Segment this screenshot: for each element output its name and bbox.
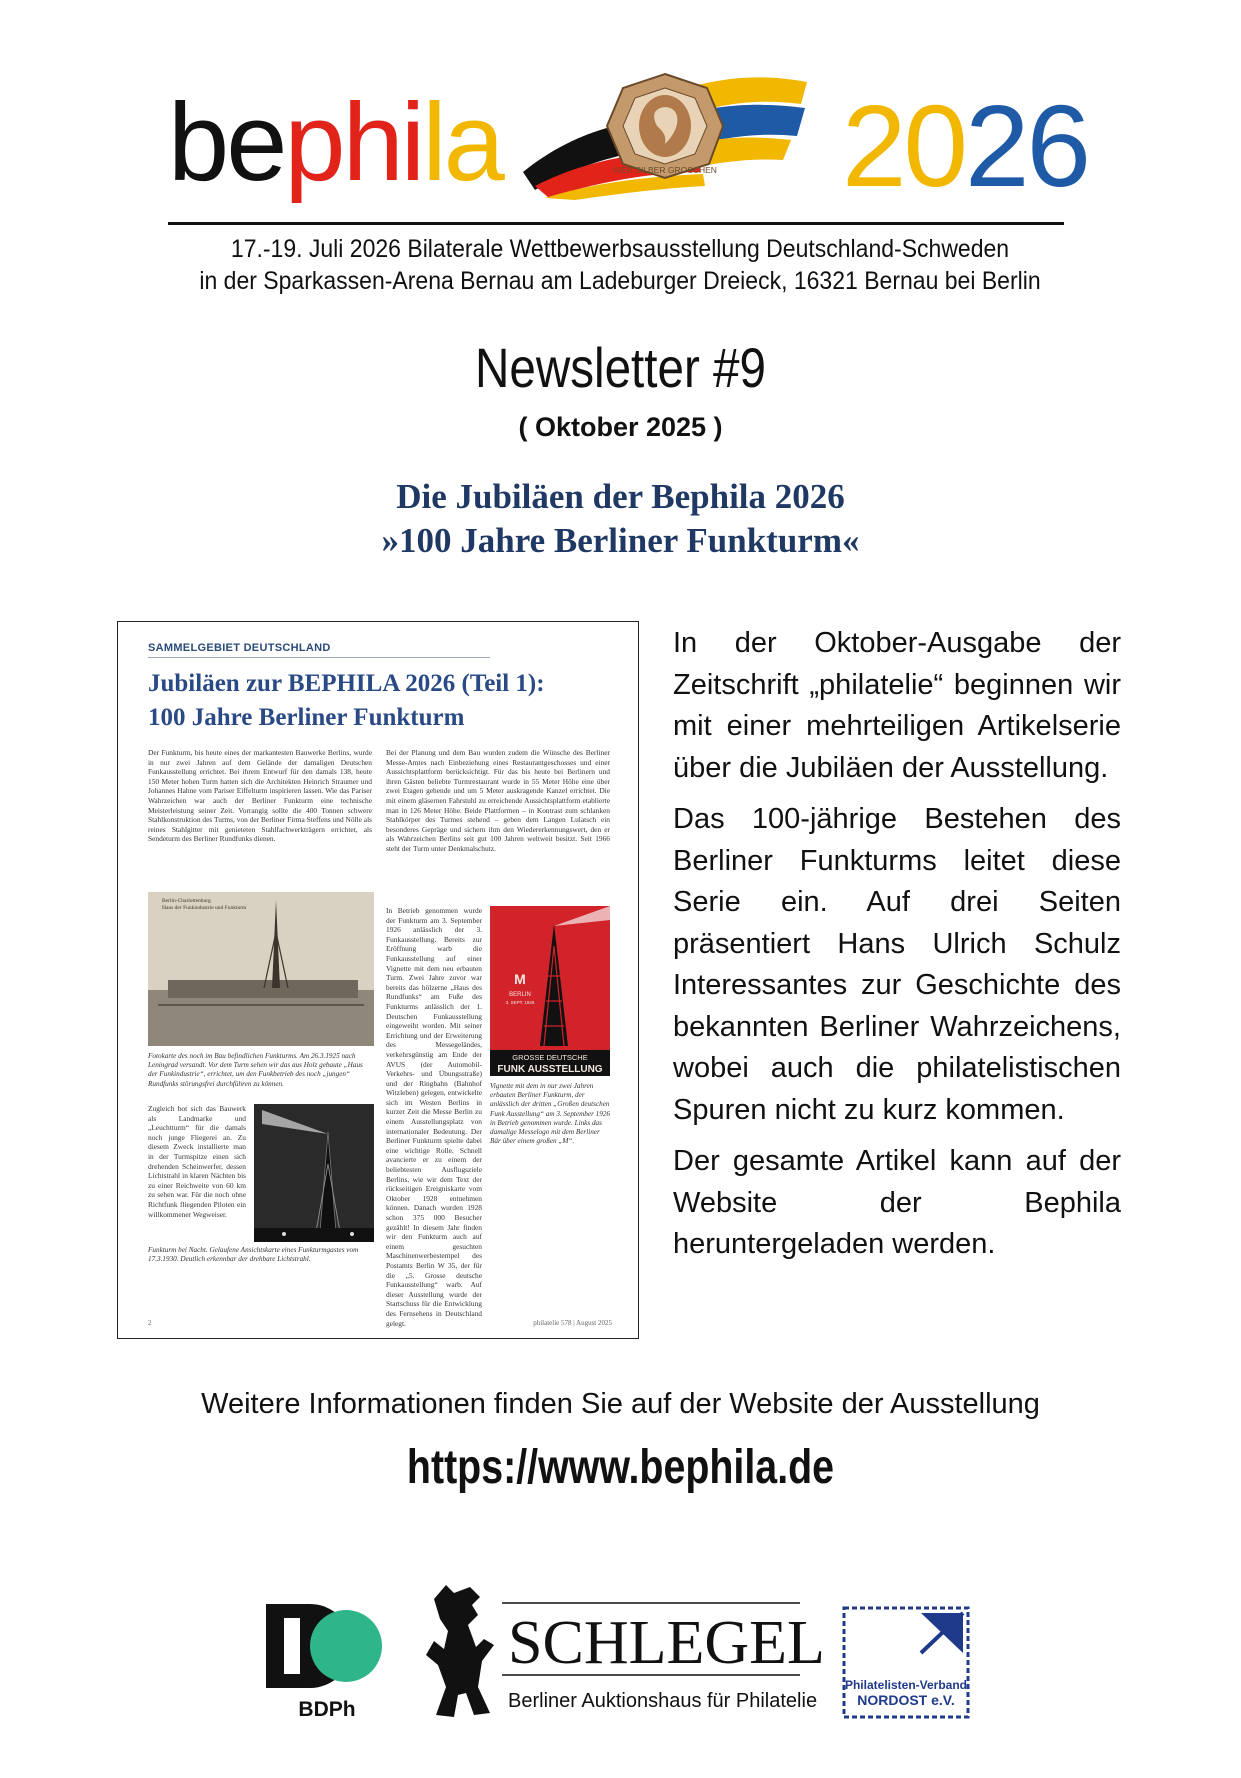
photo-funkturm-construction (148, 892, 374, 1046)
body-paragraph-1: In der Oktober-Ausgabe der Zeitschrift „philatelie“ beginnen wir mit einer mehrteiligen Artikelserie über die Jubiläen der Ausstellung. (673, 627, 1121, 784)
preview-kicker: SAMMELGEBIET DEUTSCHLAND (148, 642, 331, 654)
caption-poster: Vignette mit dem in nur zwei Jahren erbauten Berliner Funkturm, der anlässlich der dritten „Großen deutschen Funk Ausstellung“ am 3. September 1926 in Betrieb genommen wurde. Links das damalige Messelogo mit dem Berliner Bär über einem großen „M“. (490, 1082, 611, 1146)
headline-line-1: Die Jubiläen der Bephila 2026 (396, 477, 845, 516)
bephila-letter-0: b (168, 81, 227, 204)
photo-funkturm-night (254, 1104, 374, 1242)
stamp-icon (607, 74, 723, 178)
svg-text:3. SEPT. 1926: 3. SEPT. 1926 (505, 1000, 535, 1005)
newsletter-title: Newsletter #9 (474, 336, 767, 399)
year-letter-0: 2 (842, 81, 904, 211)
bephila-letter-2: p (284, 81, 343, 204)
svg-text:FUNK AUSSTELLUNG: FUNK AUSSTELLUNG (497, 1064, 603, 1075)
bephila-letter-4: i (400, 81, 423, 204)
headline-line-2: »100 Jahre Berliner Funkturm« (381, 521, 860, 560)
svg-text:Philatelisten-Verband: Philatelisten-Verband (844, 1678, 968, 1692)
svg-text:SCHLEGEL: SCHLEGEL (508, 1609, 825, 1677)
year-letter-2: 2 (965, 81, 1027, 211)
header-rule (168, 222, 1064, 225)
year-letter-1: 0 (903, 81, 966, 211)
event-line-1: 17.-19. Juli 2026 Bilaterale Wettbewerbsausstellung Deutschland-Schweden (230, 235, 1010, 263)
svg-text:M: M (514, 971, 526, 987)
event-line-2: in der Sparkassen-Arena Bernau am Ladeburger Dreieck, 16321 Bernau bei Berlin (199, 267, 1041, 295)
berlin-bear-icon (426, 1585, 494, 1717)
svg-text:Haus der Funkindustrie und Fun: Haus der Funkindustrie und Funkturm (162, 905, 247, 911)
svg-text:Berlin-Charlottenburg: Berlin-Charlottenburg (162, 898, 211, 904)
preview-column-1b: Zugleich bot sich das Bauwerk als Landmarke und „Leuchtturm“ für die damals noch junge Fliegerei an. Zu diesem Zweck installierte man in der Turmspitze einen sich drehenden Scheinwerfer, dessen Lichtstrahl in klaren Nächten bis zu einer Reichweite von 60 km zu sehen war. Für die noch ohne Richtfunk fliegenden Piloten ein willkommener Wegweiser. (148, 1104, 246, 1219)
body-paragraph-3: Der gesamte Artikel kann auf der Website der Bephila heruntergeladen werden. (673, 1145, 1121, 1260)
schlegel-logo (420, 1575, 825, 1725)
caption-photo-1: Fotokarte des noch im Bau befindlichen Funkturms. Am 26.3.1925 nach Leningrad versandt. Vor dem Turm sehen wir das aus Holz gebaute „Haus der Funkindustrie“, errichtet, um den Funkbetrieb des noch „jungen“ Rundfunks störungsfrei durchführen zu können. (148, 1052, 363, 1088)
more-info-text: Weitere Informationen finden Sie auf der Website der Ausstellung (201, 1388, 1040, 1420)
website-link[interactable]: https://www.bephila.de (406, 1441, 835, 1494)
preview-column-1: Der Funkturm, bis heute eines der markantesten Bauwerke Berlins, wurde in nur zwei Jahren auf dem Gelände der damaligen Deutschen Funkausstellung errichtet. Bei ihrem Entwurf für den damals 138, heute 150 Meter hohen Turm hatten sich die Architekten Heinrich Straumer und Johannes Hahne vom Pariser Eiffelturm inspirieren lassen. Wie das Pariser Wahrzeichen war auch der Berliner Funkturm eine technische Meisterleistung seiner Zeit. Vorrangig sollte die 400 Tonnen schwere Stahlkonstruktion des Turms, von der Berliner Firma Steffens und Nölle als reines Stahlgitter mit genieteten Stahlfachwerkträgern errichtet, als Sendeturm des Berliner Rundfunks dienen. (148, 748, 372, 844)
poster-funkausstellung-1926 (490, 906, 610, 1076)
svg-text:BERLIN: BERLIN (509, 992, 531, 998)
preview-footer: philatelie 578 | August 2025 (533, 1319, 612, 1327)
preview-title-line-2: 100 Jahre Berliner Funkturm (148, 704, 465, 731)
preview-kicker-rule (148, 657, 490, 658)
svg-text:NORDOST e.V.: NORDOST e.V. (857, 1692, 955, 1708)
flag-brush-stamp-logo (515, 60, 815, 200)
svg-text:GROSSE DEUTSCHE: GROSSE DEUTSCHE (512, 1053, 588, 1062)
article-preview (117, 621, 639, 1339)
svg-text:BDPh: BDPh (298, 1698, 356, 1721)
bephila-wordmark (168, 81, 502, 204)
preview-page-number: 2 (148, 1319, 152, 1327)
philatelisten-verband-nordost-logo (841, 1605, 971, 1720)
newsletter-date: ( Oktober 2025 ) (518, 412, 723, 442)
body-paragraph-2: Das 100-jährige Bestehen des Berliner Funkturms leitet diese Serie ein. Auf drei Seiten präsentiert Hans Ulrich Schulz Interessantes zur Geschichte des bekannten Berliner Wahrzeichens, wobei auch die philatelistischen Spuren nicht zu kurz kommen. (673, 803, 1121, 1126)
bephila-letter-1: e (226, 81, 285, 204)
bephila-letter-3: h (342, 81, 401, 204)
year-letter-3: 6 (1026, 81, 1089, 211)
caption-photo-2: Funkturm bei Nacht. Gelaufene Ansichtskarte eines Funkturmgastes vom 17.3.1930. Deutlich erkennbar der drehbare Lichtstrahl. (148, 1246, 359, 1264)
bdph-logo (266, 1602, 388, 1720)
svg-text:VIER SILBER GROSCHEN: VIER SILBER GROSCHEN (613, 165, 717, 175)
svg-text:Berliner Auktionshaus für Phil: Berliner Auktionshaus für Philatelie (508, 1690, 818, 1712)
body-text (673, 623, 1121, 1276)
preview-column-2b: In Betrieb genommen wurde der Funkturm am 3. September 1926 anlässlich der 3. Funkausstellung. Bereits zur Eröffnung warb die Funkausstellung auf einer Vignette mit dem neu erbauten Turm. Zwei Jahre zuvor war bereits das hölzerne „Haus des Rundfunks“ am Fuße des Funkturms anlässlich der 1. Deutschen Funkausstellung eingeweiht worden. Mit seiner Errichtung und der Erweiterung des Messegeländes, verkehrsgünstig am Ende der AVUS (der Automobil-Verkehrs- und Übungsstraße) und der Ringbahn (Bahnhof Witzleben) gelegen, entwickelte sich im Westen Berlins in kurzer Zeit die Messe Berlin zu einem Ausstellungsplatz von internationaler Bedeutung. Der Berliner Funkturm spielte dabei eine wichtige Rolle. Schnell avancierte er zu einem der beliebtesten Ausflugsziele Berlins, wie wir dem Text der rückseitigen Ereigniskarte vom Oktober 1928 entnehmen können. Danach wurden 1928 schon 375 000 Besucher gezählt! In diesem Jahr finden wir den Funkturm auch auf einem gesuchten Maschinenwerbestempel des Postamts Berlin W 35, der für die „5. Grosse deutsche Funkausstellung“ warb. Auf dieser Ausstellung wurde der Startschuss für die Entwicklung des Fernsehens in Deutschland gelegt. (386, 906, 482, 1328)
bephila-letter-5: l (422, 81, 444, 204)
preview-column-2: Bei der Planung und dem Bau wurden zudem die Wünsche des Berliner Messe-Amtes nach Einbeziehung eines Restaurantgeschosses und einer Aussichtsplattform berücksichtigt. Für das bis heute bei Berlinern und ihren Gästen beliebte Turmrestaurant wurde in 55 Meter Höhe eine über zwei Etagen gehende und um 5 Meter auskragende Kanzel errichtet. Die mit einem gläsernen Fahrstuhl zu erreichende Aussichtsplattform etablierte man in 126 Meter Höhe. Beide Plattformen – in Kontrast zum schlanken Stahlkörper des Turmes stehend – geben dem Langen Lulatsch ein besonderes Gepräge und sichern ihm den Wiedererkennungswert, den er als Wahrzeichen Berlins seit gut 100 Jahren weltweit besitzt. Seit 1966 steht der Turm unter Denkmalschutz. (386, 748, 610, 853)
bephila-letter-6: a (443, 81, 502, 204)
preview-title-line-1: Jubiläen zur BEPHILA 2026 (Teil 1): (148, 670, 545, 697)
year-2026 (842, 81, 1089, 211)
